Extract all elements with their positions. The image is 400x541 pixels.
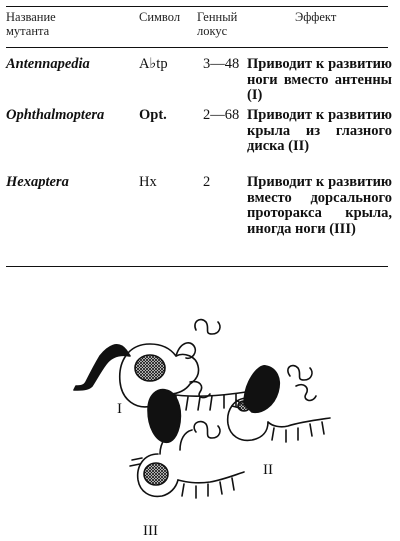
wing-shape bbox=[244, 366, 279, 412]
figure-label-iii: III bbox=[143, 523, 158, 539]
table-bottom-rule bbox=[6, 266, 388, 267]
mutant-figure bbox=[0, 282, 400, 541]
mutant-effect: Приводит к развитию крыла из глазного диска (II) bbox=[247, 107, 392, 154]
mutant-effect: Приводит к развитию вместо дорсального проторакса крыла, иногда ноги (III) bbox=[247, 174, 392, 237]
mutant-symbol: A♭tp bbox=[139, 56, 168, 72]
mutant-effect: Приводит к развитию ноги вместо антенны (I) bbox=[247, 56, 392, 103]
table-top-rule bbox=[6, 6, 388, 7]
mutant-name: Antennapedia bbox=[6, 56, 90, 72]
header-mutant: Название мутанта bbox=[6, 10, 56, 38]
gene-locus: 2—68 bbox=[203, 107, 240, 123]
mutant-symbol: Hx bbox=[139, 174, 157, 190]
leg-shape bbox=[74, 345, 130, 390]
table-header-rule bbox=[6, 47, 388, 48]
header-locus: Генный локус bbox=[197, 10, 238, 38]
fly-head-antennapedia bbox=[120, 320, 248, 410]
mutant-name: Hexaptera bbox=[6, 174, 69, 190]
wing-shape bbox=[148, 390, 180, 443]
gene-locus: 3—48 bbox=[203, 56, 240, 72]
figure-label-ii: II bbox=[263, 462, 273, 478]
header-symbol: Символ bbox=[139, 10, 181, 24]
mutant-name: Ophthalmoptera bbox=[6, 107, 105, 123]
figure-label-i: I bbox=[117, 401, 122, 417]
mutant-symbol: Opt. bbox=[139, 107, 167, 123]
header-effect: Эффект bbox=[295, 10, 337, 24]
gene-locus: 2 bbox=[203, 174, 211, 190]
fly-head-hexaptera bbox=[130, 422, 244, 498]
